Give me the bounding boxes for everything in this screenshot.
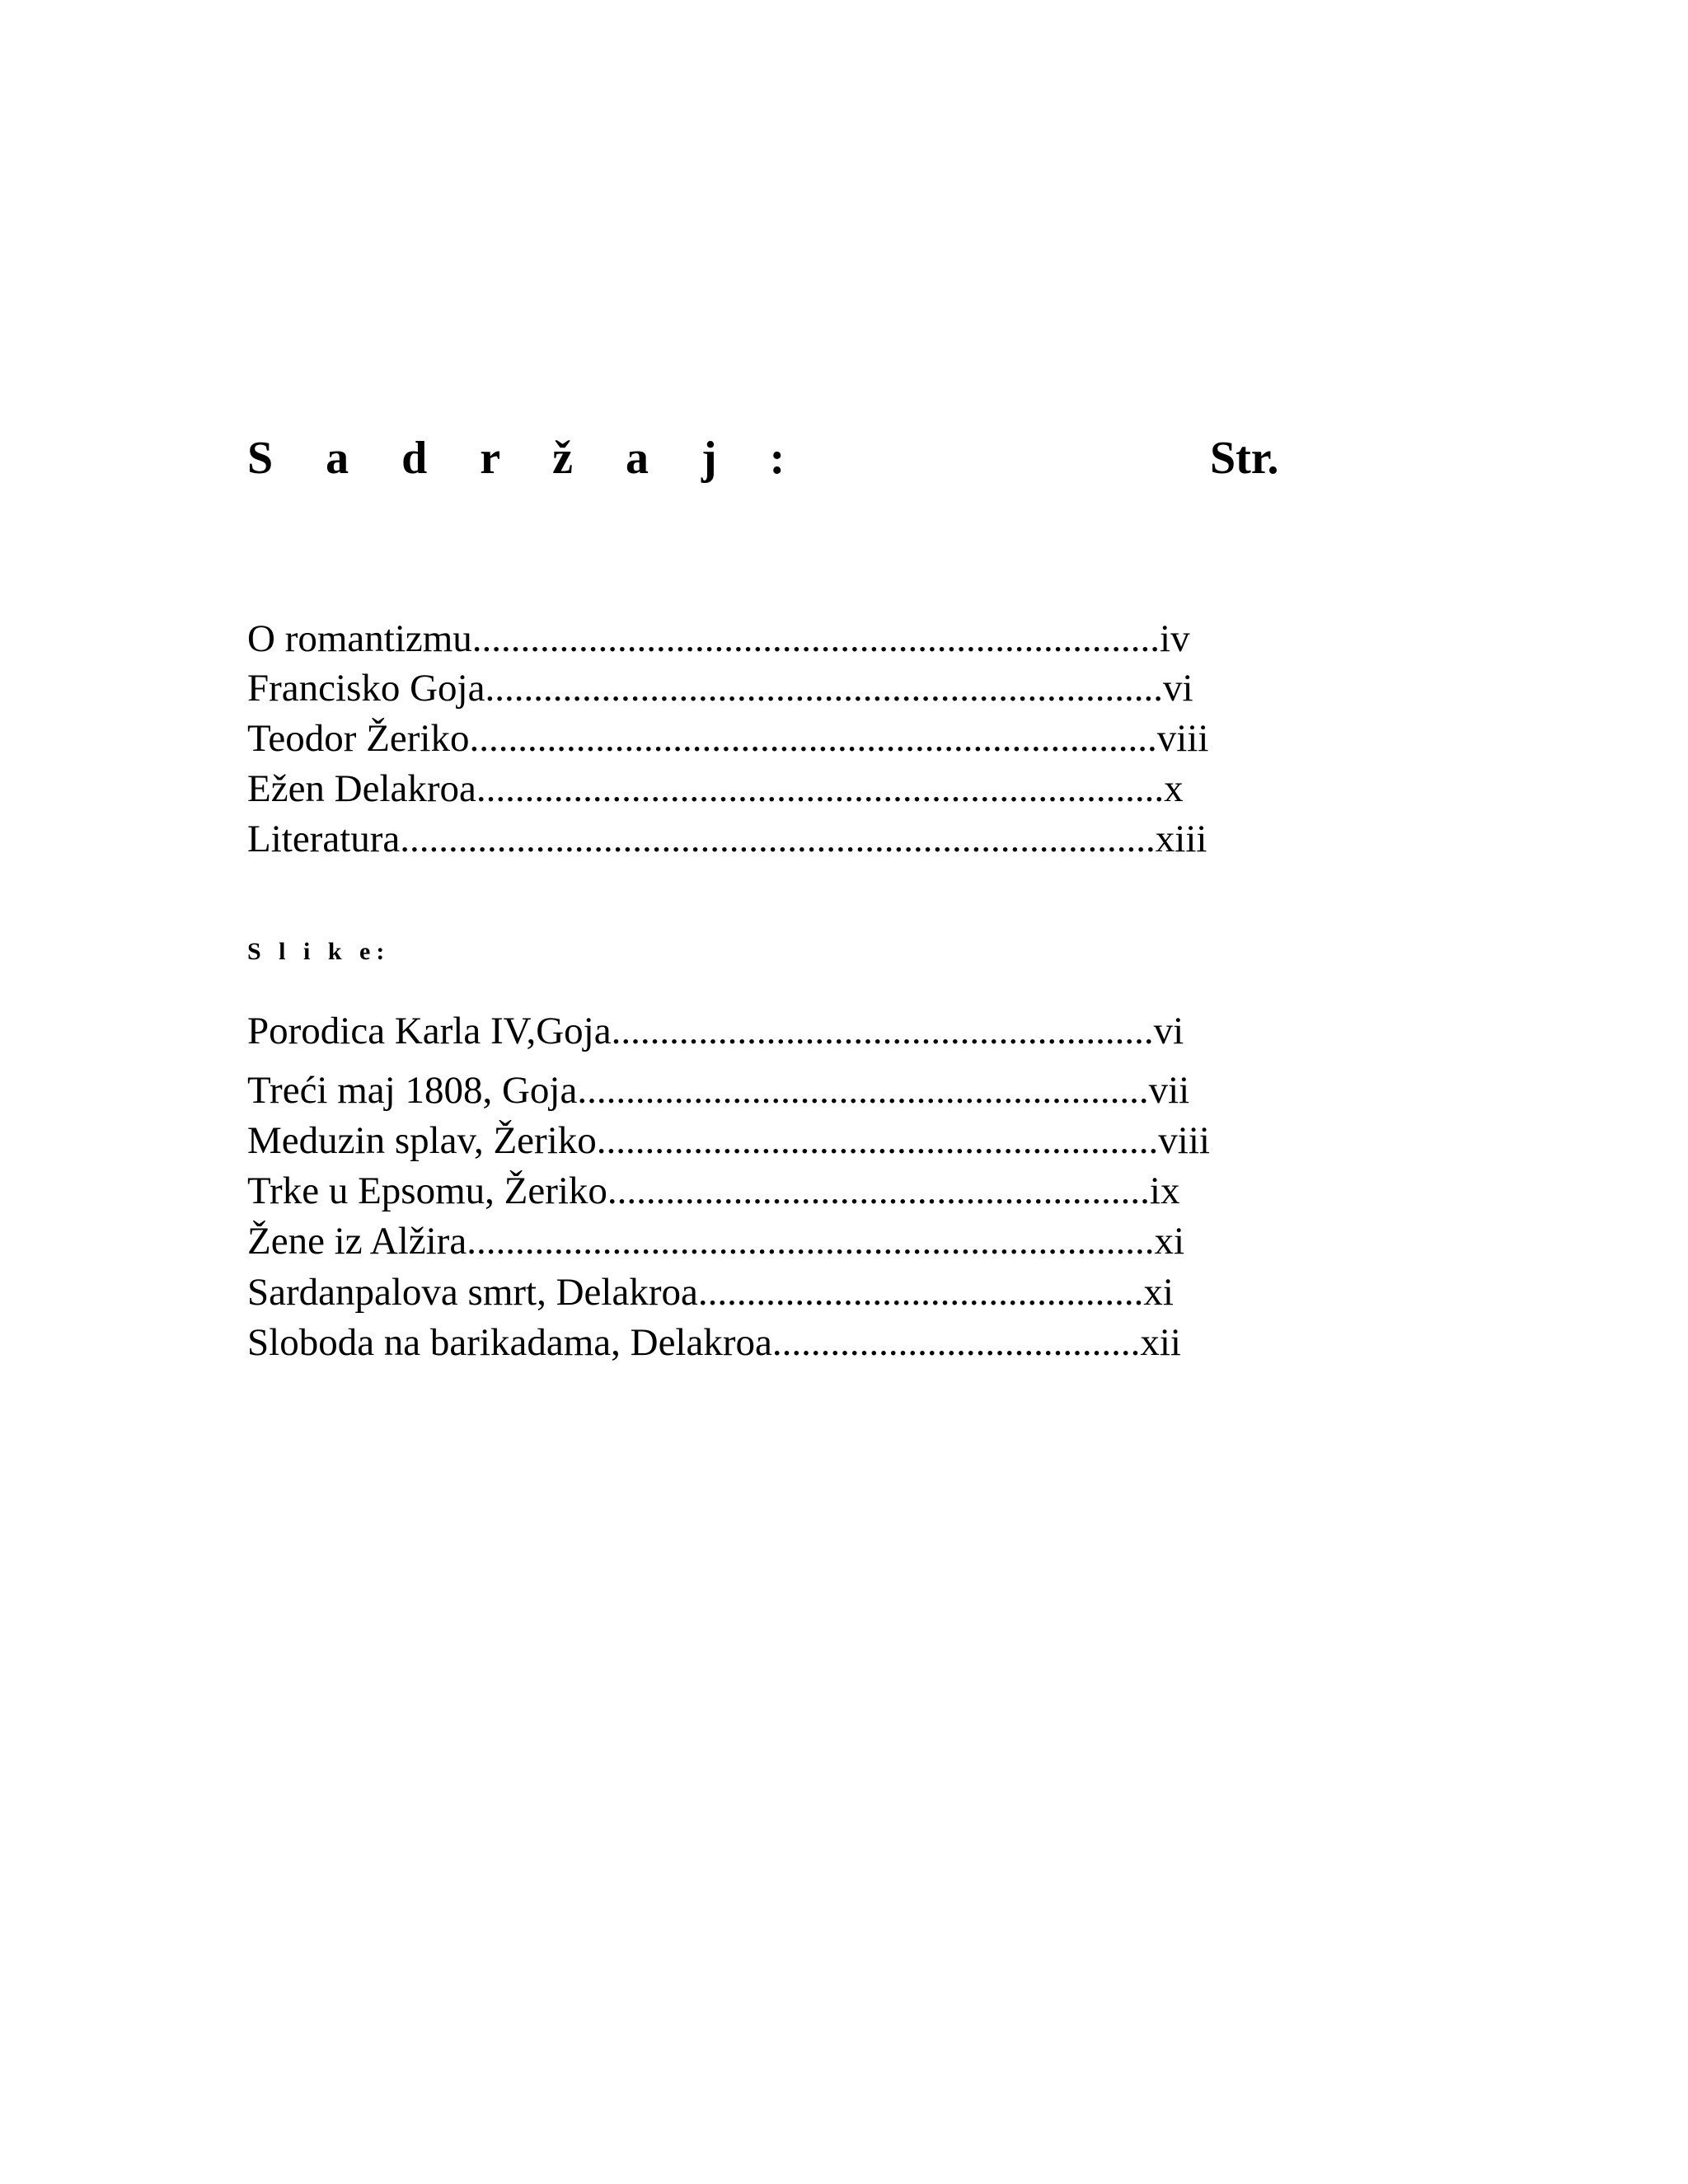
- figure-entry: Trke u Epsomu, Žeriko........................................................ix: [247, 1169, 1180, 1212]
- figure-entry: Treći maj 1808, Goja...........................................................vii: [247, 1069, 1190, 1112]
- page-column-label: Str.: [1210, 433, 1279, 484]
- figure-entry: Žene iz Alžira.......................................................................xi: [247, 1220, 1184, 1263]
- toc-entry: Francisko Goja......................................................................vi: [247, 667, 1193, 710]
- toc-entry: Literatura..............................................................................xiii: [247, 818, 1207, 860]
- toc-entry: O romantizmu.......................................................................iv: [247, 617, 1190, 660]
- toc-entry: Teodor Žeriko.......................................................................viii: [247, 717, 1209, 760]
- figure-entry: Porodica Karla IV,Goja........................................................vi: [247, 1010, 1184, 1052]
- toc-entry: Ežen Delakroa.......................................................................x: [247, 767, 1184, 810]
- figures-heading: S l i k e:: [247, 938, 391, 965]
- figure-entry: Sardanpalova smrt, Delakroa..............................................xi: [247, 1271, 1174, 1314]
- figure-entry: Sloboda na barikadama, Delakroa......................................xii: [247, 1321, 1181, 1364]
- toc-title: S a d r ž a j :: [247, 433, 806, 484]
- figure-entry: Meduzin splav, Žeriko..........................................................viii: [247, 1119, 1210, 1162]
